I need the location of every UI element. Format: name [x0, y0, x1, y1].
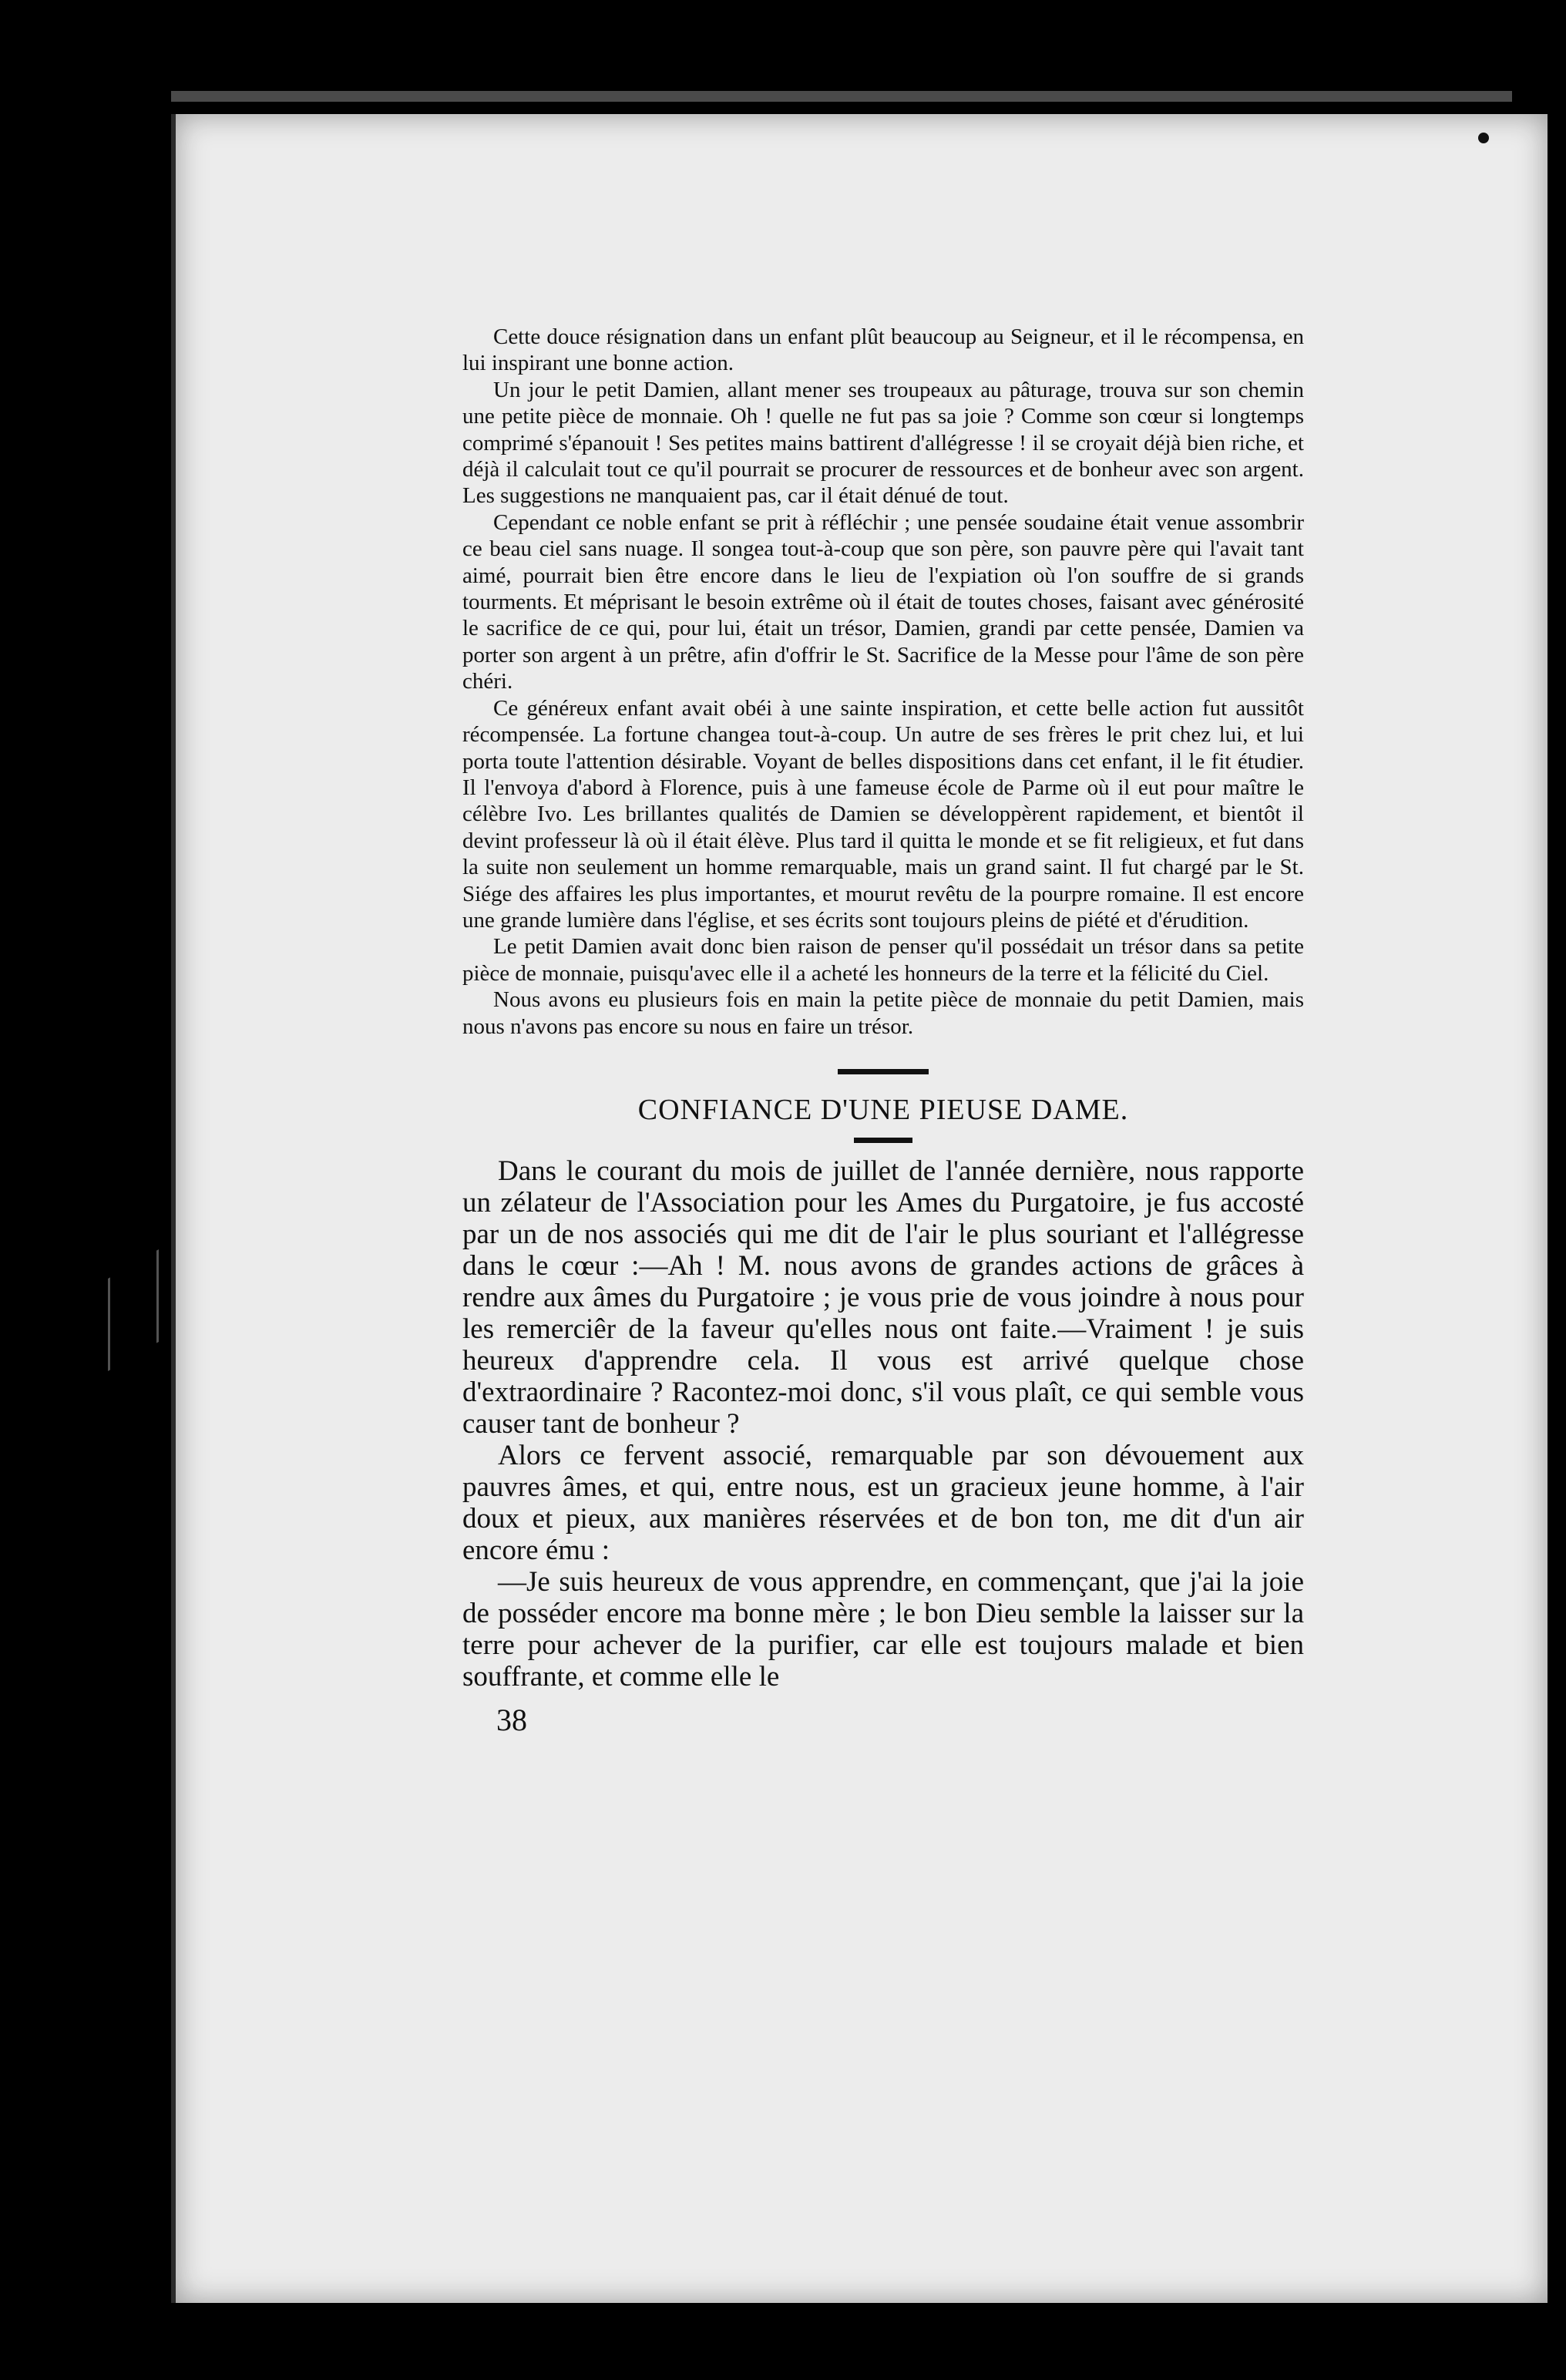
page-content	[462, 324, 1304, 1738]
paragraph: —Je suis heureux de vous apprendre, en commençant, que j'ai la joie de posséder encore ma bonne mère ; le bon Dieu semble la laisser sur la terre pour achever de la purifier, car elle est toujours malade et bien souffrante, et comme elle le	[462, 1565, 1304, 1693]
paragraph: Le petit Damien avait donc bien raison de penser qu'il possédait un trésor dans sa petite pièce de monnaie, puisqu'avec elle il a acheté les honneurs de la terre et la félicité du Ciel.	[462, 934, 1304, 986]
section-heading: CONFIANCE D'UNE PIEUSE DAME.	[637, 1093, 1129, 1126]
paragraph: Alors ce fervent associé, remarquable par son dévouement aux pauvres âmes, et qui, entre nous, est un gracieux jeune homme, à l'air doux et pieux, aux manières réservées et de bon ton, me dit d'un air encore ému :	[462, 1439, 1304, 1566]
ink-dot	[1478, 133, 1489, 143]
story-section	[462, 324, 1304, 1040]
paragraph: Cette douce résignation dans un enfant plût beaucoup au Seigneur, et il le récompensa, en lui inspirant une bonne action.	[462, 324, 1304, 376]
paragraph: Ce généreux enfant avait obéi à une sainte inspiration, et cette belle action fut aussitôt récompensée. La fortune changea tout-à-coup. Un autre de ses frères le prit chez lui, et lui porta toute l'attention désirable. Voyant de belles dispositions dans cet enfant, il le fit étudier. Il l'envoya d'abord à Florence, puis à une fameuse école de Parme où il eut pour maître le célèbre Ivo. Les brillantes qualités de Damien se développèrent rapidement, et bientôt il devint professeur là où il était élève. Plus tard il quitta le monde et se fit religieux, et fut dans la suite non seulement un homme remarquable, mais un grand saint. Il fut chargé par le St. Siége des affaires les plus importantes, et mourut revêtu de la pourpre romaine. Il est encore une grande lumière dans l'église, et ses écrits sont toujours pleins de piété et d'érudition.	[462, 695, 1304, 933]
page-edge-top	[171, 91, 1512, 102]
paragraph: Dans le courant du mois de juillet de l'année dernière, nous rapporte un zélateur de l'Association pour les Ames du Purgatoire, je fus accosté par un de nos associés qui me dit de l'air le plus souriant et l'allégresse dans le cœur :—Ah ! M. nous avons de grandes actions de grâces à rendre aux âmes du Purgatoire ; je vous prie de vous joindre à nous pour les remerciêr de la faveur qu'elles nous ont faite.—Vraiment ! je suis heureux d'apprendre cela. Il vous est arrivé quelque chose d'extraordinaire ? Racontez-moi donc, s'il vous plaît, ce qui semble vous causer tant de bonheur ?	[462, 1155, 1304, 1440]
paragraph: Cependant ce noble enfant se prit à réfléchir ; une pensée soudaine était venue assombrir ce beau ciel sans nuage. Il songea tout-à-coup que son père, son pauvre père qui l'avait tant aimé, pourrait bien être encore dans le lieu de l'expiation où l'on souffre de si grands tourments. Et méprisant le besoin extrême où il était de toutes choses, faisant avec générosité le sacrifice de ce qui, pour lui, était un trésor, Damien, grandi par cette pensée, Damien va porter son argent à un prêtre, afin d'offrir le St. Sacrifice de la Messe pour l'âme de son père chéri.	[462, 509, 1304, 694]
section-rule-bottom	[854, 1138, 912, 1143]
page-number: 38	[496, 1702, 527, 1737]
section-rule-top	[838, 1069, 929, 1074]
paragraph: Un jour le petit Damien, allant mener ses troupeaux au pâturage, trouva sur son chemin une petite pièce de monnaie. Oh ! quelle ne fut pas sa joie ? Comme son cœur si longtemps comprimé s'épanouit ! Ses petites mains battirent d'allégresse ! il se croyait déjà bien riche, et déjà il calculait tout ce qu'il pourrait se procurer de ressources et de bonheur avec son argent. Les suggestions ne manquaient pas, car il était dénué de tout.	[462, 377, 1304, 509]
confiance-section	[462, 1155, 1304, 1693]
paragraph: Nous avons eu plusieurs fois en main la petite pièce de monnaie du petit Damien, mais nous n'avons pas encore su nous en faire un trésor.	[462, 987, 1304, 1039]
